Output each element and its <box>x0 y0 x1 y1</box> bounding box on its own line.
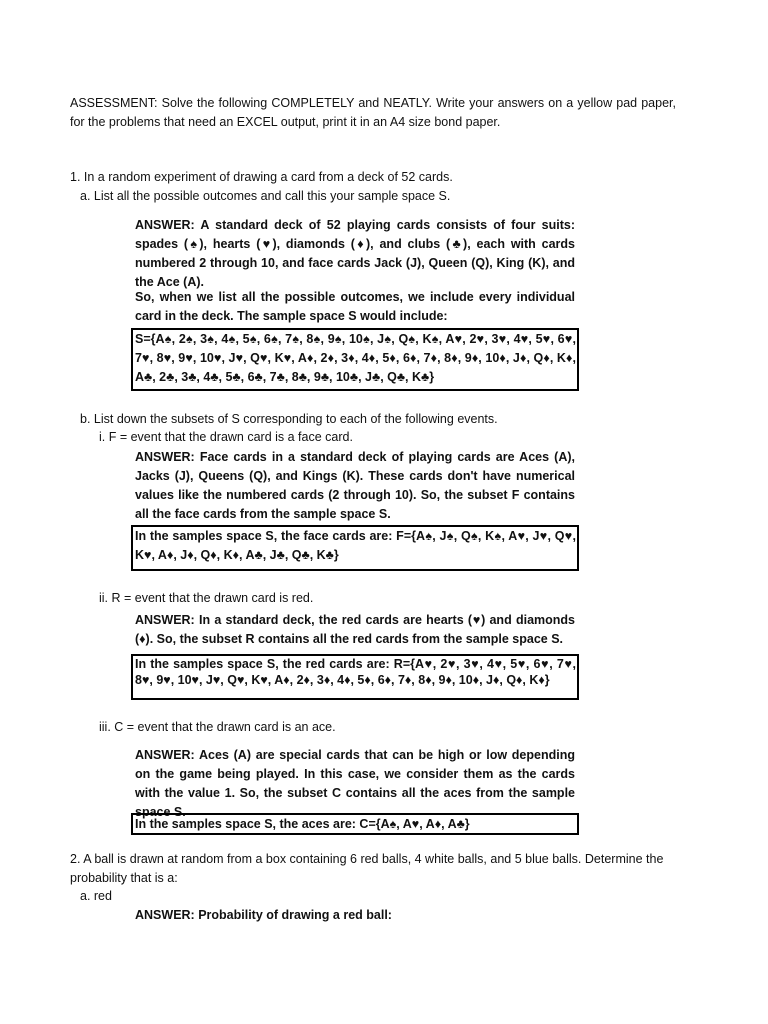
question-1a: a. List all the possible outcomes and call this your sample space S. <box>80 189 451 203</box>
assessment-instructions: ASSESSMENT: Solve the following COMPLETELY and NEATLY. Write your answers on a yellow pad paper, for the problems that need an EXCEL output, print it in an A4 size bond paper. <box>70 96 676 129</box>
question-1b-ii: ii. R = event that the drawn card is red. <box>99 591 314 605</box>
question-2: 2. A ball is drawn at random from a box containing 6 red balls, 4 white balls, and 5 blue balls. Determine the probability that is a: <box>70 852 664 885</box>
answer-1b-ii: ANSWER: In a standard deck, the red cards are hearts (♥) and diamonds (♦). So, the subset R contains all the red cards from the sample space S. <box>135 613 575 646</box>
sample-space-box: S={A♠, 2♠, 3♠, 4♠, 5♠, 6♠, 7♠, 8♠, 9♠, 10♠, J♠, Q♠, K♠, A♥, 2♥, 3♥, 4♥, 5♥, 6♥, 7♥, 8♥, 9♥, 10♥, J♥, Q♥, K♥, A♦, 2♦, 3♦, 4♦, 5♦, 6♦, 7♦, 8♦, 9♦, 10♦, J♦, Q♦, K♦, A♣, 2♣, 3♣, 4♣, 5♣, 6♣, 7♣, 8♣, 9♣, 10♣, J♣, Q♣, K♣} <box>131 328 579 391</box>
answer-1b-i: ANSWER: Face cards in a standard deck of playing cards are Aces (A), Jacks (J), Queens (Q), and Kings (K). These cards don't have numerical values like the numbered cards (2 through 10). So, the subset F contains all the face cards from the sample space S. <box>135 450 575 521</box>
answer-1b-iii: ANSWER: Aces (A) are special cards that can be high or low depending on the game being played. In this case, we consider them as the cards with the value 1. So, the subset C contains all the aces from the sample space S. <box>135 748 575 819</box>
question-1: 1. In a random experiment of drawing a card from a deck of 52 cards. <box>70 170 453 184</box>
aces-box: In the samples space S, the aces are: C={A♠, A♥, A♦, A♣} <box>131 813 579 835</box>
answer-1a-paragraph-1: ANSWER: A standard deck of 52 playing cards consists of four suits: spades (♠), hearts (♥), diamonds (♦), and clubs (♣), each with cards numbered 2 through 10, and face cards Jack (J), Queen (Q), King (K), and the Ace (A). <box>135 218 575 289</box>
answer-1a-paragraph-2: So, when we list all the possible outcomes, we include every individual card in the deck. The sample space S would include: <box>135 290 575 323</box>
question-2a: a. red <box>80 889 112 903</box>
question-1b-i: i. F = event that the drawn card is a face card. <box>99 430 353 444</box>
face-cards-box: In the samples space S, the face cards are: F={A♠, J♠, Q♠, K♠, A♥, J♥, Q♥, K♥, A♦, J♦, Q♦, K♦, A♣, J♣, Q♣, K♣} <box>131 525 579 571</box>
question-1b: b. List down the subsets of S corresponding to each of the following events. <box>80 412 498 426</box>
answer-2a: ANSWER: Probability of drawing a red ball: <box>135 908 392 922</box>
red-cards-box: In the samples space S, the red cards are: R={A♥, 2♥, 3♥, 4♥, 5♥, 6♥, 7♥, 8♥, 9♥, 10♥, J♥, Q♥, K♥, A♦, 2♦, 3♦, 4♦, 5♦, 6♦, 7♦, 8♦, 9♦, 10♦, J♦, Q♦, K♦} <box>131 654 579 700</box>
question-1b-iii: iii. C = event that the drawn card is an ace. <box>99 720 336 734</box>
